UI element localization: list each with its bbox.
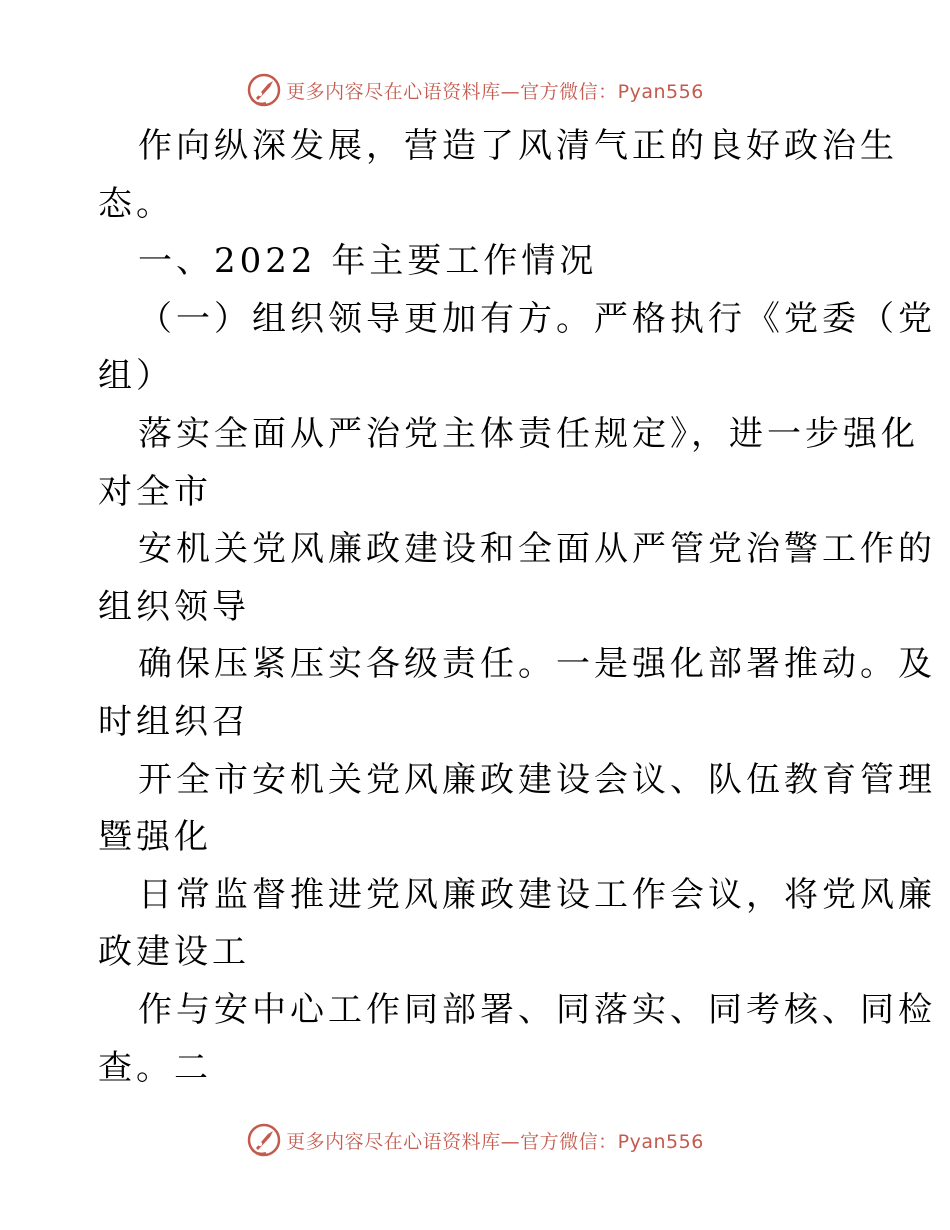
text-line: （一）组织领导更加有方。严格执行《党委（党 xyxy=(138,298,936,339)
text-line: 开全市安机关党风廉政建设会议、队伍教育管理 xyxy=(138,759,936,800)
footer-watermark xyxy=(0,1120,950,1160)
text-line: 组） xyxy=(98,356,174,397)
watermark-text: 更多内容尽在心语资料库—官方微信：Pyan556 xyxy=(286,80,704,103)
text-line: 一、2022 年主要工作情况 xyxy=(138,241,598,282)
text-line: 落实全面从严治党主体责任规定》，进一步强化 xyxy=(138,413,919,454)
text-line: 态。 xyxy=(98,183,174,224)
pen-nib-seal-icon xyxy=(246,1122,282,1158)
document-body xyxy=(98,118,936,1097)
text-line: 日常监督推进党风廉政建设工作会议，将党风廉 xyxy=(138,874,936,915)
text-line: 组织领导 xyxy=(98,586,250,627)
text-line: 作与安中心工作同部署、同落实、同考核、同检 xyxy=(138,989,936,1030)
watermark-text: 更多内容尽在心语资料库—官方微信：Pyan556 xyxy=(286,1130,704,1153)
text-line: 安机关党风廉政建设和全面从严管党治警工作的 xyxy=(138,529,936,570)
header-watermark xyxy=(0,70,950,110)
text-line: 确保压紧压实各级责任。一是强化部署推动。及 xyxy=(138,644,936,685)
pen-nib-seal-icon xyxy=(246,72,282,108)
text-line: 作向纵深发展，营造了风清气正的良好政治生 xyxy=(138,126,898,166)
text-line: 时组织召 xyxy=(98,701,250,742)
text-line: 对全市 xyxy=(98,471,212,512)
text-line: 查。二 xyxy=(98,1047,212,1088)
text-line: 政建设工 xyxy=(98,932,250,973)
text-line: 暨强化 xyxy=(98,817,212,858)
